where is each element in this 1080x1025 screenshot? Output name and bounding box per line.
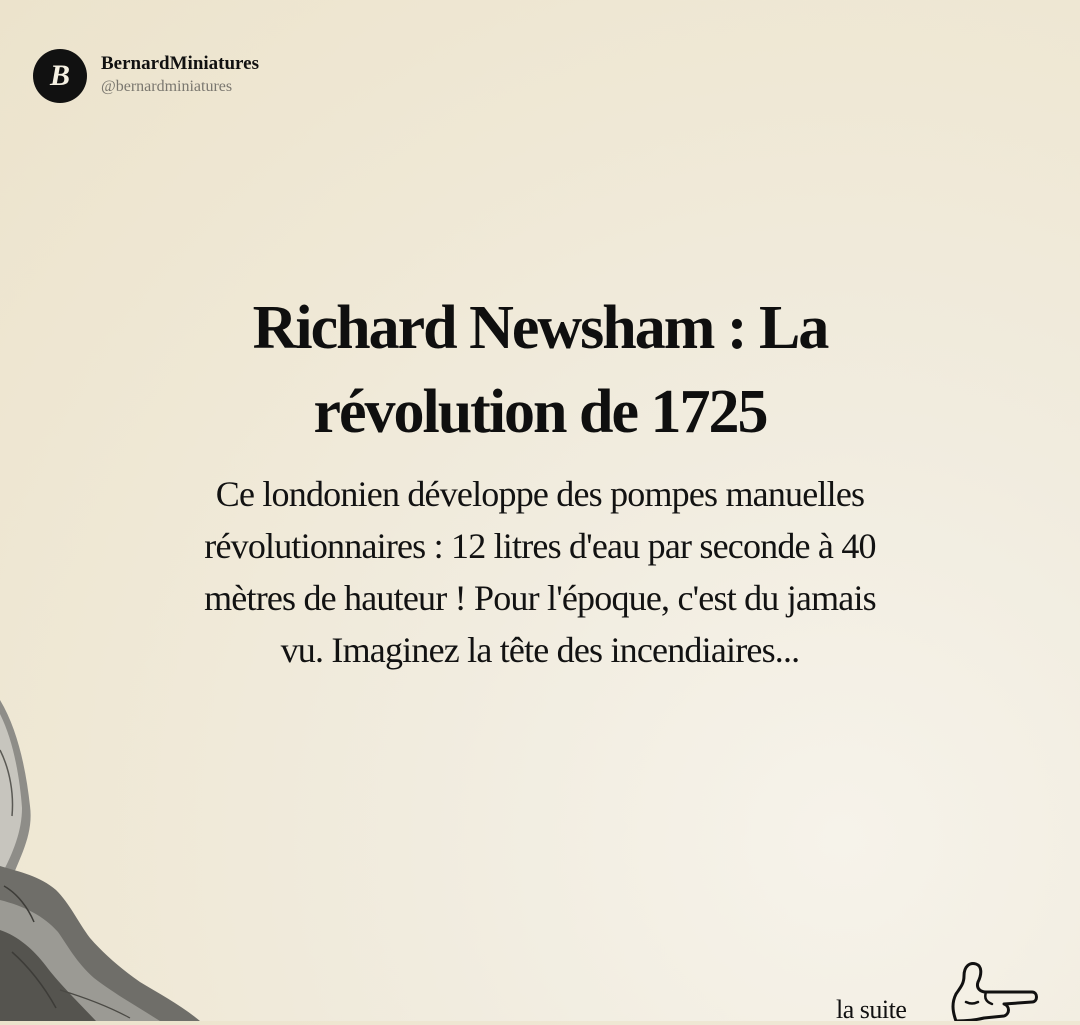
pointing-hand-icon[interactable]: [944, 958, 1044, 1021]
next-link[interactable]: la suite: [836, 995, 907, 1024]
account-handle: @bernardminiatures: [101, 78, 233, 95]
account-name[interactable]: BernardMiniatures: [101, 53, 259, 74]
rock-illustration: [0, 690, 200, 1021]
account-info: [101, 52, 259, 98]
post-title: Richard Newsham : La révolution de 1725: [252, 294, 828, 446]
post-body: Ce londonien développe des pompes manuelles révolutionnaires : 12 litres d'eau par seconde à 40 mètres de hauteur ! Pour l'époque, c'est du jamais vu. Imaginez la tête des incendiaires...: [204, 474, 876, 670]
account-header: [33, 49, 259, 103]
avatar[interactable]: B: [33, 49, 87, 103]
